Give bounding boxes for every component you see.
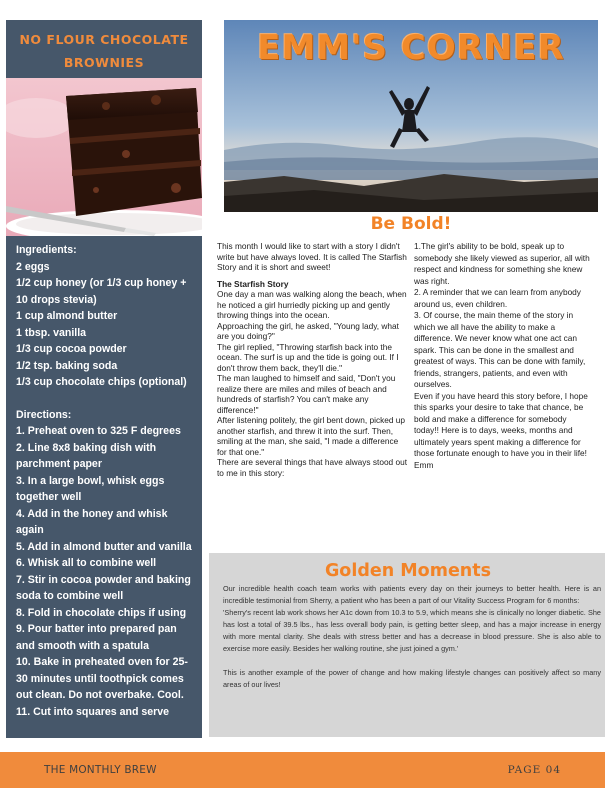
story-paragraph: After listening politely, the girl bent down, picked up another starfish, and threw it into the surf. Then, smiling at the man, she said, "I made a difference for that one." (217, 415, 406, 457)
ingredient-item: 1 cup almond butter (16, 310, 118, 322)
story-heading: The Starfish Story (217, 278, 289, 289)
story-paragraph: Even if you have heard this story before, I hope this sparks your desire to take that chance, be bold and make a difference for somebody today!! Here is to days, weeks, months and ultimately years spent making a difference for those fortunate enough to have you in their life! Emm (414, 390, 588, 470)
direction-step: 11. Cut into squares and serve (16, 705, 170, 718)
ingredient-item: 1/3 cup chocolate chips (optional) (16, 376, 187, 388)
story-paragraph: The man laughed to himself and said, "Don't you realize there are miles and miles of beach and hundreds of starfish? You can't make any difference!" (217, 373, 396, 415)
direction-step: 8. Fold in chocolate chips if using (16, 606, 187, 619)
direction-step: 4. Add in the honey and whisk again (16, 507, 168, 536)
page-number: PAGE 04 (507, 764, 561, 776)
direction-step: 10. Bake in preheated oven for 25-30 minutes until toothpick comes out clean. Do not overbake. Cool. (16, 656, 188, 701)
story-paragraph: 1.The girl's ability to be bold, speak up to somebody she likely viewed as superior, all with respect and kindness for something she knew was right. (414, 241, 590, 286)
ingredients-heading: Ingredients: (16, 244, 77, 256)
direction-step: 2. Line 8x8 baking dish with parchment paper (16, 441, 157, 470)
golden-moments-title: Golden Moments (324, 561, 492, 581)
direction-step: 7. Stir in cocoa powder and baking soda to combine well (16, 573, 191, 602)
story-paragraph: 2. A reminder that we can learn from anybody around us, even children. (414, 287, 581, 309)
story-title: Be Bold! (370, 214, 452, 234)
publication-name: THE MONTHLY BREW (44, 764, 157, 776)
ingredient-item: 2 eggs (16, 260, 50, 273)
direction-step: 9. Pour batter into prepared pan and smooth with a spatula (16, 623, 177, 652)
page-footer (0, 752, 605, 788)
newsletter-title: EMM'S CORNER (257, 28, 565, 68)
story-column-right (414, 241, 591, 471)
recipe-sidebar (6, 20, 202, 738)
golden-paragraph: This is another example of the power of change and how making lifestyle changes can positively affect so many areas of our lives! (223, 668, 601, 689)
recipe-title (6, 28, 202, 74)
story-paragraph: 3. Of course, the main theme of the story in which we all have the ability to make a difference. We never know what one act can spark. This can be done in the smallest and greatest of ways. This can be done with family, friends, strangers, patients, and even with ourselves. (414, 310, 586, 389)
ingredient-item: 1/3 cup cocoa powder (16, 343, 127, 355)
ingredient-item: 1/2 cup honey (or 1/3 cup honey + 10 drops stevia) (16, 277, 187, 306)
story-paragraph: There are several things that have always stood out to me in this story: (217, 457, 408, 478)
direction-step: 3. In a large bowl, whisk eggs together well (16, 474, 165, 503)
brownie-photo (6, 78, 202, 236)
direction-step: 6. Whisk all to combine well (16, 557, 157, 569)
header-banner (224, 20, 598, 212)
directions-heading: Directions: (16, 408, 72, 421)
testimonial-paragraph: 'Sherry's recent lab work shows her A1c down from 10.3 to 5.9, which means she is clinically no longer diabetic. She has lost a total of 39.5 lbs., has less overall body pain, is getting better sleep, and has a major increase in energy with more mental clarity. She deals with stress better and has a decrease in blood pressure. She is also able to exercise more easily. Besides her walking routine, she just joined a gym.' (223, 608, 601, 653)
recipe-title-line2: BROWNIES (63, 55, 145, 70)
story-paragraph: The girl replied, "Throwing starfish back into the ocean. The surf is up and the tide is going out. If I don't throw them back, they'll die." (217, 341, 399, 373)
recipe-title-line1: NO FLOUR CHOCOLATE (19, 32, 189, 47)
story-paragraph: One day a man was walking along the beach, when he noticed a girl hurriedly picking up and gently throwing things into the ocean. (217, 289, 407, 320)
ingredient-item: 1/2 tsp. baking soda (16, 359, 118, 372)
direction-step: 1. Preheat oven to 325 F degrees (16, 425, 181, 437)
golden-moments-box (209, 553, 605, 737)
direction-step: 5. Add in almond butter and vanilla (16, 540, 192, 553)
golden-paragraph: Our incredible health coach team works with patients every day on their journeys to better health. Here is an incredible testimonial from Sherry, a patient who has been a part of our Vitality Success Program for 6 months: (223, 584, 601, 605)
story-paragraph: Approaching the girl, he asked, "Young lady, what are you doing?" (217, 320, 399, 341)
ingredient-item: 1 tbsp. vanilla (16, 326, 87, 339)
story-intro: This month I would like to start with a story I didn't write but have always loved. It is called The Starfish Story and it is short and sweet! (217, 241, 407, 272)
story-column-left (217, 241, 408, 478)
